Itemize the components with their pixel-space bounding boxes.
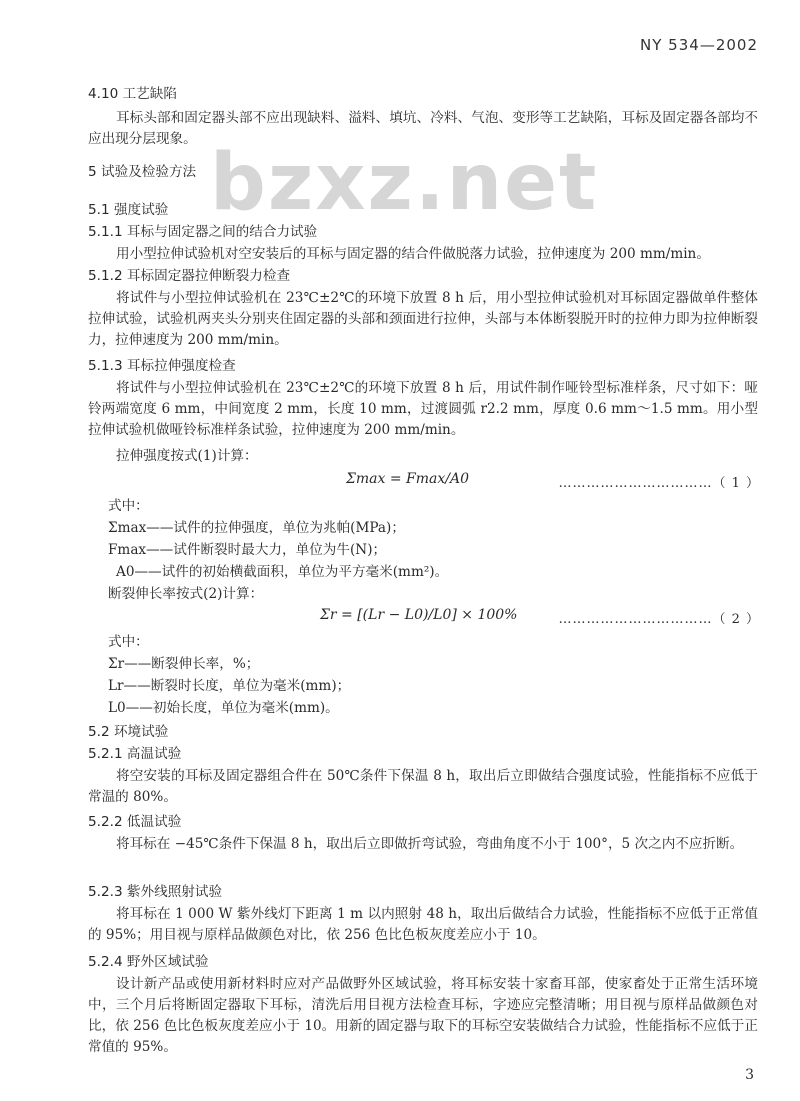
- standard-code: NY 534—2002: [640, 36, 758, 54]
- section-5-2-1-title: 5.2.1 高温试验: [88, 746, 182, 762]
- section-5-2-3-text: 将耳标在 1 000 W 紫外线灯下距离 1 m 以内照射 48 h，取出后做结合力试验，性能指标不应低于正常值的 95%；用目视与原样品做颜色对比，依 256 色比色板灰度差应小于 10。: [88, 906, 758, 943]
- section-5-1-2-title: 5.1.2 耳标固定器拉伸断裂力检查: [88, 268, 291, 284]
- formula-1-def-2: Fmax——试件断裂时最大力，单位为牛(N)；: [108, 542, 387, 558]
- formula-1-def-1: Σmax——试件的拉伸强度，单位为兆帕(MPa)；: [108, 520, 405, 536]
- formula-1-where: 式中：: [108, 498, 149, 514]
- section-5-1-3-text: 将试件与小型拉伸试验机在 23℃±2℃的环境下放置 8 h 后，用试件制作哑铃型标准样条，尺寸如下：哑铃两端宽度 6 mm，中间宽度 2 mm，长度 10 mm，过渡圆弧 r2.2 mm，厚度 0.6 mm～1.5 mm。用小型拉伸试验机做哑铃标准样条试验，拉伸速度为 200 mm/min。: [88, 380, 758, 438]
- section-5-2-4-text: 设计新产品或使用新材料时应对产品做野外区域试验，将耳标安装十家畜耳部，使家畜处于正常生活环境中，三个月后将断固定器取下耳标，清洗后用目视方法检查耳标，字迹应完整清晰；用目视与原样品做颜色对比，依 256 色比色板灰度差应小于 10。用新的固定器与取下的耳标空安装做结合力试验，性能指标不应低于正常值的 95%。: [88, 976, 758, 1055]
- formula-2-def-2: Lr——断裂时长度，单位为毫米(mm)；: [108, 678, 351, 694]
- section-5-2-title: 5.2 环境试验: [88, 724, 169, 740]
- section-5-1-3-title: 5.1.3 耳标拉伸强度检查: [88, 358, 236, 374]
- formula-1-intro: 拉伸强度按式(1)计算：: [116, 448, 258, 464]
- section-5-1-2-text: 将试件与小型拉伸试验机在 23℃±2℃的环境下放置 8 h 后，用小型拉伸试验机对耳标固定器做单件整体拉伸试验，试验机两夹头分别夹住固定器的头部和颈面进行拉伸，头部与本体断裂脱开时的拉伸力即为拉伸断裂力，拉伸速度为 200 mm/min。: [88, 290, 758, 348]
- section-5-1-title: 5.1 强度试验: [88, 202, 169, 218]
- formula-1: Σmax = Fmax/A0: [346, 471, 470, 487]
- section-5-1-1-title: 5.1.1 耳标与固定器之间的结合力试验: [88, 224, 318, 240]
- formula-2-intro: 断裂伸长率按式(2)计算：: [108, 586, 264, 602]
- formula-1-def-3: A0——试件的初始横截面积，单位为平方毫米(mm²)。: [116, 564, 449, 580]
- section-5-title: 5 试验及检验方法: [88, 164, 197, 180]
- section-5-2-2-text: 将耳标在 −45℃条件下保温 8 h，取出后立即做折弯试验，弯曲角度不小于 100°，5 次之内不应折断。: [116, 836, 744, 852]
- section-4-10-title: 4.10 工艺缺陷: [88, 86, 177, 102]
- section-4-10-text: 耳标头部和固定器头部不应出现缺料、溢料、填坑、冷料、气泡、变形等工艺缺陷，耳标及固定器各部均不应出现分层现象。: [88, 110, 758, 147]
- section-5-1-1-text: 用小型拉伸试验机对空安装后的耳标与固定器的结合件做脱落力试验，拉伸速度为 200 mm/min。: [116, 246, 710, 262]
- formula-2-number: ……………………………（ 2 ）: [558, 612, 760, 627]
- section-5-2-3-title: 5.2.3 紫外线照射试验: [88, 884, 223, 900]
- formula-2: Σr = [(Lr − L0)/L0] × 100%: [320, 607, 518, 623]
- watermark: bzxz.net: [210, 138, 599, 228]
- formula-1-number: ……………………………（ 1 ）: [558, 476, 760, 491]
- section-5-2-1-text: 将空安装的耳标及固定器组合件在 50℃条件下保温 8 h，取出后立即做结合强度试验，性能指标不应低于常温的 80%。: [88, 768, 758, 805]
- formula-2-def-1: Σr——断裂伸长率，%；: [108, 656, 260, 672]
- formula-2-where: 式中：: [108, 634, 149, 650]
- page-number: 3: [745, 1067, 754, 1083]
- section-5-2-2-title: 5.2.2 低温试验: [88, 814, 182, 830]
- section-5-2-4-title: 5.2.4 野外区域试验: [88, 954, 209, 970]
- formula-2-def-3: L0——初始长度，单位为毫米(mm)。: [108, 700, 339, 716]
